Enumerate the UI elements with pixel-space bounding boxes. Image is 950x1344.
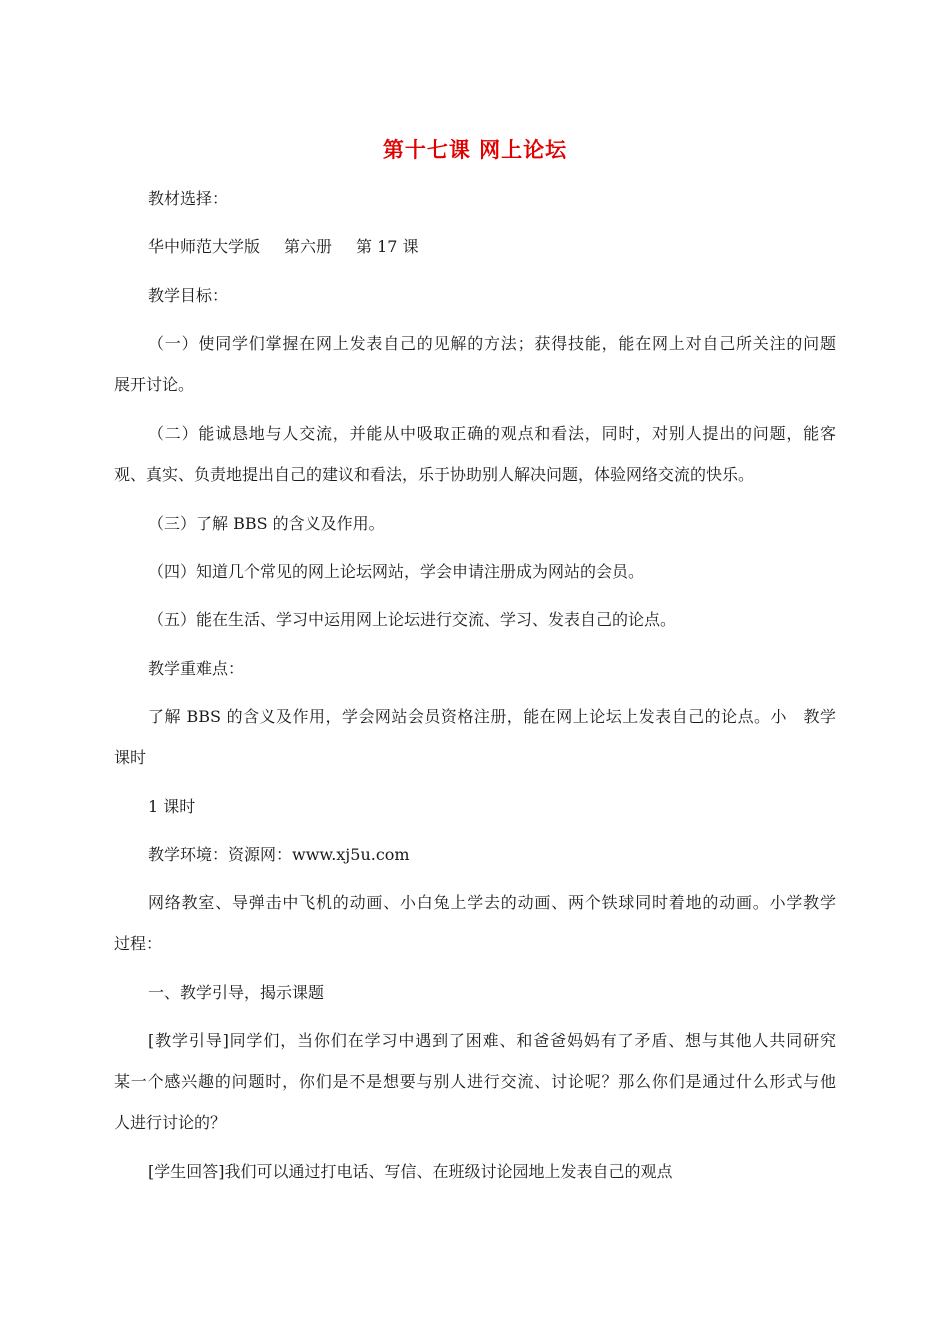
student-answer: [学生回答]我们可以通过打电话、写信、在班级讨论园地上发表自己的观点 [148,1162,673,1181]
key-points-line-2: 课时 [114,748,147,767]
guide-line-1: [教学引导]同学们，当你们在学习中遇到了困难、和爸爸妈妈有了矛盾、想与其他人共同研究 [148,1031,836,1050]
textbook-volume: 第六册 [284,237,333,256]
textbook-lesson: 第 17 课 [356,237,419,256]
objective-2-line-2: 观、真实、负责地提出自己的建议和看法，乐于协助别人解决问题，体验网络交流的快乐。 [114,465,755,484]
key-points-line-1: 了解 BBS 的含义及作用，学会网站会员资格注册，能在网上论坛上发表自己的论点。小 教学 [148,707,836,726]
textbook-label: 教材选择： [148,189,229,208]
materials-line-1: 网络教室、导弹击中飞机的动画、小白兔上学去的动画、两个铁球同时着地的动画。小学教学 [148,893,836,912]
guide-line-2: 某一个感兴趣的问题时，你们是不是想要与别人进行交流、讨论呢？那么你们是通过什么形式与他 [114,1072,836,1091]
guide-line-3: 人进行讨论的？ [114,1113,227,1132]
objective-1-line-1: （一）使同学们掌握在网上发表自己的见解的方法；获得技能，能在网上对自己所关注的问题 [148,334,836,353]
objectives-label: 教学目标： [148,286,229,305]
class-hours: 1 课时 [148,797,196,816]
key-points-label: 教学重难点： [148,659,245,678]
objective-2-line-1: （二）能诚恳地与人交流，并能从中吸取正确的观点和看法，同时，对别人提出的问题，能客 [148,424,836,443]
objective-5: （五）能在生活、学习中运用网上论坛进行交流、学习、发表自己的论点。 [148,610,677,629]
textbook-publisher: 华中师范大学版 [148,237,261,256]
textbook-info [148,237,419,257]
materials-line-2: 过程： [114,934,163,953]
objective-4: （四）知道几个常见的网上论坛网站，学会申请注册成为网站的会员。 [148,562,645,581]
page-title: 第十七课 网上论坛 [382,137,568,162]
objective-1-line-2: 展开讨论。 [114,375,195,394]
teaching-environment: 教学环境：资源网：www.xj5u.com [148,845,410,864]
section-heading-1: 一、教学引导，揭示课题 [148,983,325,1002]
objective-3: （三）了解 BBS 的含义及作用。 [148,514,385,533]
